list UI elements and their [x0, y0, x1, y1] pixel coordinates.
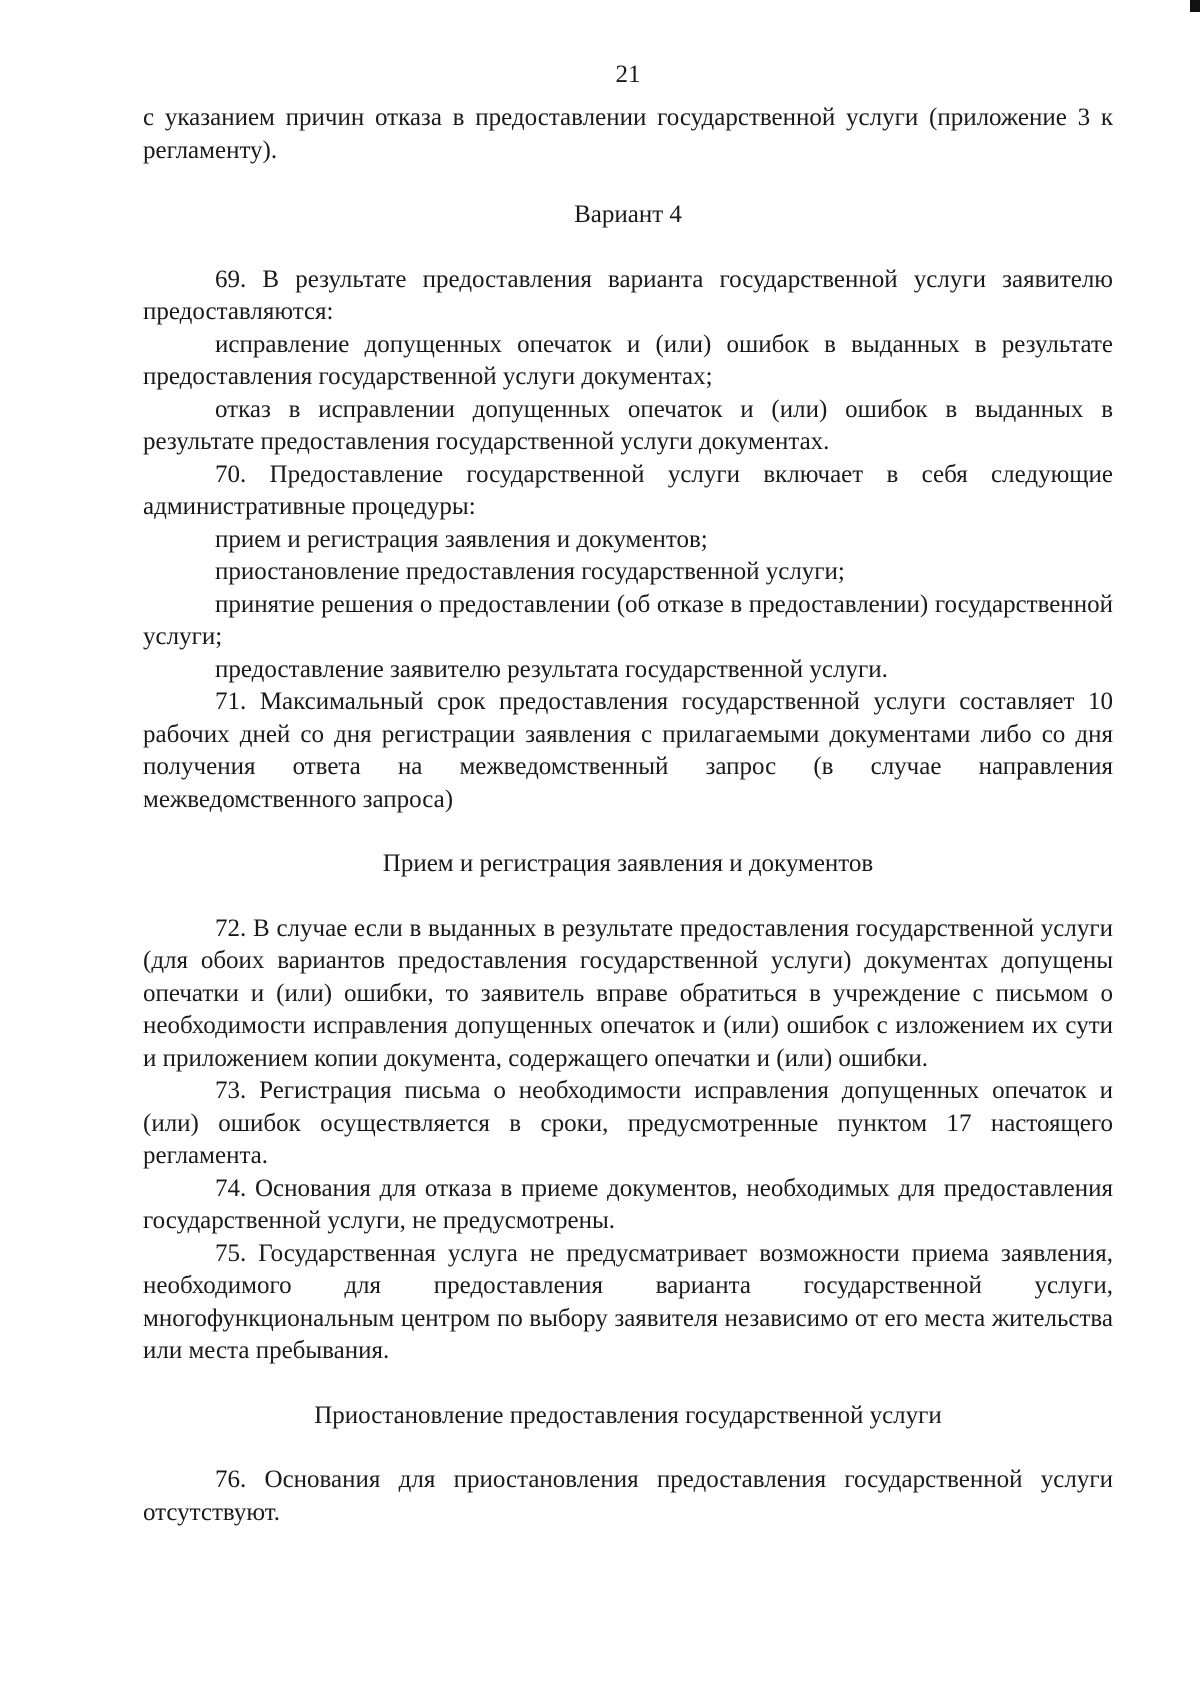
paragraph-74: 74. Основания для отказа в приеме документов, необходимых для предоставления государственной услуги, не предусмотрены.	[143, 1174, 1113, 1234]
heading-reception: Прием и регистрация заявления и документов	[382, 850, 874, 877]
list-item-correction: исправление допущенных опечаток и (или) ошибок в выданных в результате предоставления государственной услуги документах;	[143, 330, 1113, 390]
list-item-suspension: приостановление предоставления государственной услуги;	[215, 558, 845, 585]
paragraph-75: 75. Государственная услуга не предусматривает возможности приема заявления, необходимого для предоставления варианта государственной услуги, многофункциональным центром по выбору заявителя независимо от его места жительства или места пребывания.	[143, 1239, 1113, 1364]
paragraph-73: 73. Регистрация письма о необходимости исправления допущенных опечаток и (или) ошибок осуществляется в сроки, предусмотренные пунктом 17 настоящего регламента.	[143, 1077, 1113, 1169]
page-number: 21	[615, 61, 641, 88]
heading-variant-4: Вариант 4	[574, 201, 682, 228]
scan-edge-mark	[1190, 0, 1200, 12]
list-item-refusal: отказ в исправлении допущенных опечаток и (или) ошибок в выданных в результате предоставления государственной услуги документах.	[143, 395, 1113, 455]
paragraph-69: 69. В результате предоставления варианта государственной услуги заявителю предоставляются:	[143, 265, 1113, 325]
paragraph-71: 71. Максимальный срок предоставления государственной услуги составляет 10 рабочих дней со дня регистрации заявления с прилагаемыми документами либо со дня получения ответа на межведомственный запрос (в случае направления межведомственного запроса)	[143, 688, 1113, 813]
list-item-reception: прием и регистрация заявления и документов;	[215, 525, 708, 553]
list-item-decision: принятие решения о предоставлении (об отказе в предоставлении) государственной услуги;	[143, 590, 1113, 650]
paragraph-70: 70. Предоставление государственной услуги включает в себя следующие административные процедуры:	[143, 460, 1113, 520]
document-body	[143, 58, 1113, 1529]
heading-suspension: Приостановление предоставления государственной услуги	[314, 1401, 942, 1429]
paragraph-continuation: с указанием причин отказа в предоставлении государственной услуги (приложение 3 к регламенту).	[143, 104, 1113, 164]
list-item-result: предоставление заявителю результата государственной услуги.	[215, 655, 888, 683]
paragraph-72: 72. В случае если в выданных в результате предоставления государственной услуги (для обоих вариантов предоставления государственной услуги) документах допущены опечатки и (или) ошибки, то заявитель вправе обратиться в учреждение с письмом о необходимости исправления допущенных опечаток и (или) ошибок с изложением их сути и приложением копии документа, содержащего опечатки и (или) ошибки.	[143, 914, 1113, 1072]
paragraph-76: 76. Основания для приостановления предоставления государственной услуги отсутствуют.	[143, 1466, 1113, 1526]
